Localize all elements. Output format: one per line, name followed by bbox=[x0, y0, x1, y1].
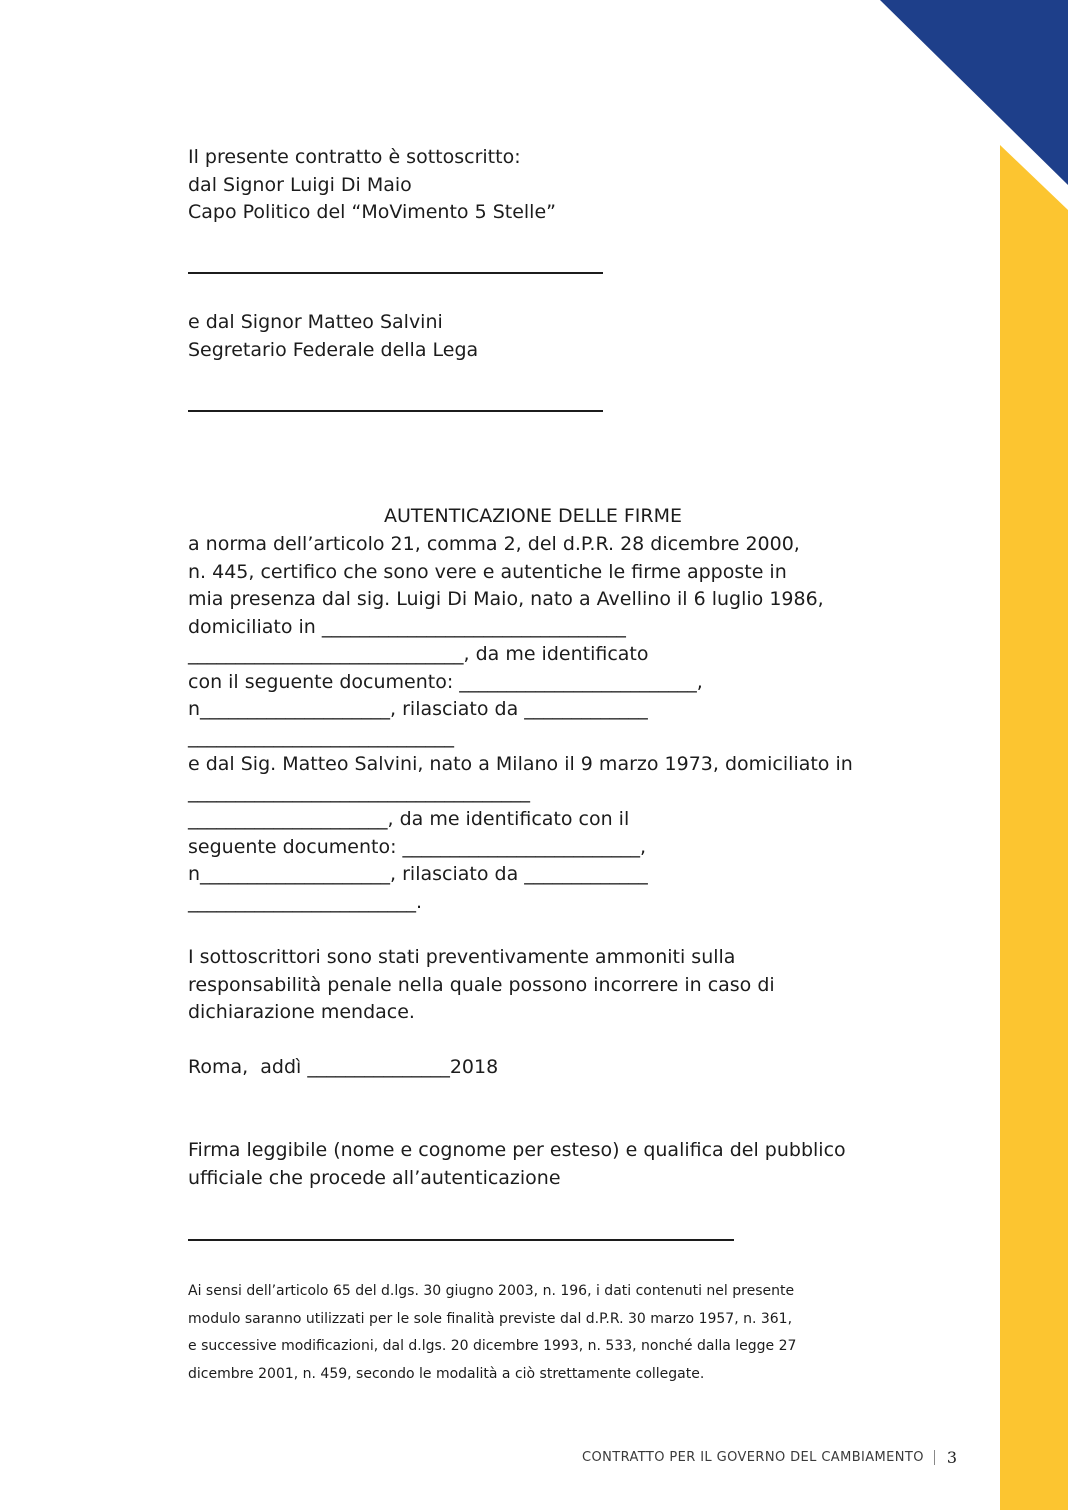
official-signature-label: ufficiale che procede all’autenticazione bbox=[188, 1166, 561, 1189]
place-date: Roma, addì _______________2018 bbox=[188, 1056, 499, 1078]
authentication-heading: AUTENTICAZIONE DELLE FIRME bbox=[383, 505, 683, 527]
auth-line: seguente documento: _________________________, bbox=[188, 835, 647, 858]
official-signature-line bbox=[188, 1239, 734, 1241]
blue-triangle bbox=[880, 0, 1068, 185]
auth-line: ____________________________ bbox=[188, 725, 454, 748]
warning-line: I sottoscrittori sono stati preventivamente ammoniti sulla bbox=[188, 946, 736, 968]
official-signature-label: Firma leggibile (nome e cognome per esteso) e qualifica del pubblico bbox=[188, 1139, 846, 1161]
auth-line: con il seguente documento: _________________________, bbox=[188, 670, 703, 693]
signature-line-1 bbox=[188, 272, 603, 274]
signatory-2-role: Segretario Federale della Lega bbox=[188, 338, 479, 361]
auth-line: n____________________, rilasciato da _____________ bbox=[188, 698, 648, 720]
privacy-note-line: Ai sensi dell’articolo 65 del d.lgs. 30 giugno 2003, n. 196, i dati contenuti nel presente bbox=[188, 1283, 795, 1299]
signatories-intro: Il presente contratto è sottoscritto: bbox=[188, 146, 521, 168]
warning-line: dichiarazione mendace. bbox=[188, 1001, 415, 1023]
auth-line: mia presenza dal sig. Luigi Di Maio, nato a Avellino il 6 luglio 1986, bbox=[188, 588, 824, 610]
auth-line: a norma dell’articolo 21, comma 2, del d.P.R. 28 dicembre 2000, bbox=[188, 533, 800, 555]
signature-line-2 bbox=[188, 410, 603, 412]
privacy-note-line: e successive modificazioni, dal d.lgs. 20 dicembre 1993, n. 533, nonché dalla legge 27 bbox=[188, 1338, 797, 1354]
privacy-note-line: dicembre 2001, n. 459, secondo le modalità a ciò strettamente collegate. bbox=[188, 1365, 705, 1382]
page-number: 3 bbox=[946, 1448, 958, 1467]
yellow-band bbox=[1000, 145, 1068, 1510]
auth-line: n. 445, certifico che sono vere e autentiche le firme apposte in bbox=[188, 560, 787, 583]
footer-title: CONTRATTO PER IL GOVERNO DEL CAMBIAMENTO bbox=[582, 1450, 924, 1465]
auth-line: n____________________, rilasciato da _____________ bbox=[188, 863, 648, 885]
auth-line: _____________________________, da me identificato bbox=[188, 643, 649, 665]
privacy-note-line: modulo saranno utilizzati per le sole finalità previste dal d.P.R. 30 marzo 1957, n. 361, bbox=[188, 1310, 793, 1327]
signatory-1-name: dal Signor Luigi Di Maio bbox=[188, 173, 412, 196]
warning-line: responsabilità penale nella quale possono incorrere in caso di bbox=[188, 973, 775, 996]
signatory-2-name: e dal Signor Matteo Salvini bbox=[188, 311, 443, 333]
auth-line: ____________________________________ bbox=[188, 780, 530, 803]
auth-line: e dal Sig. Matteo Salvini, nato a Milano il 9 marzo 1973, domiciliato in bbox=[188, 753, 853, 775]
auth-line: ________________________. bbox=[188, 890, 423, 913]
auth-line: domiciliato in ________________________________ bbox=[188, 615, 626, 638]
footer-separator bbox=[934, 1450, 935, 1465]
auth-line: _____________________, da me identificato con il bbox=[188, 808, 630, 830]
page-footer bbox=[582, 1448, 962, 1468]
signatory-1-role: Capo Politico del “MoVimento 5 Stelle” bbox=[188, 201, 556, 223]
